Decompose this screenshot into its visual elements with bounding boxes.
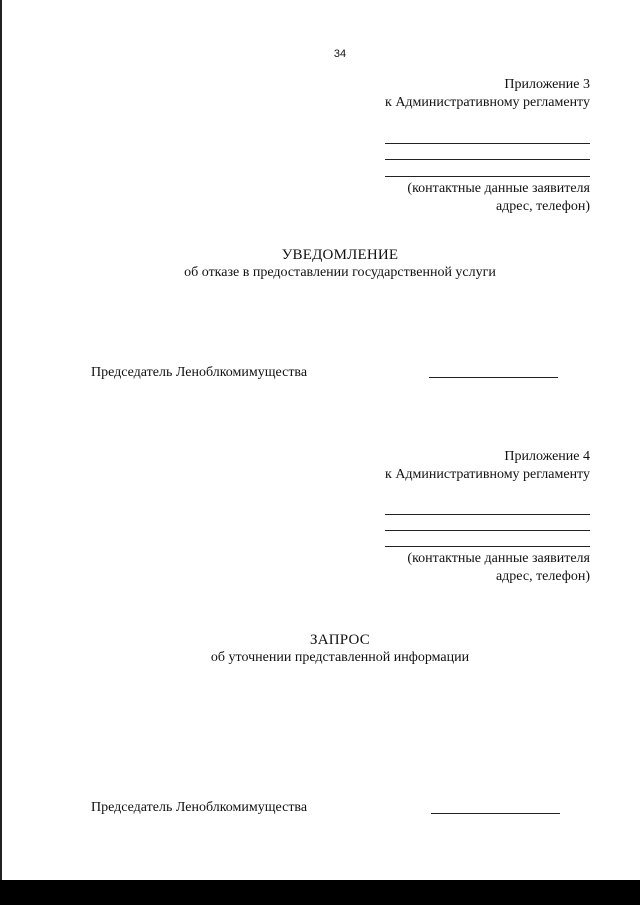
appendix4-heading bbox=[0, 631, 640, 667]
appendix3-header bbox=[385, 76, 590, 112]
appendix3-contact-line-1 bbox=[385, 143, 590, 144]
appendix3-signature-line bbox=[429, 377, 558, 378]
page-number: 34 bbox=[333, 48, 347, 60]
appendix3-contact-line-3 bbox=[385, 176, 590, 177]
appendix3-subtitle: к Административному регламенту bbox=[385, 95, 590, 110]
appendix4-header bbox=[385, 448, 590, 484]
appendix4-contact-line1: (контактные данные заявителя bbox=[407, 551, 590, 566]
appendix4-contact-line-2 bbox=[385, 530, 590, 531]
appendix4-title: ЗАПРОС bbox=[310, 632, 370, 648]
appendix4-subtitle: к Административному регламенту bbox=[385, 467, 590, 482]
appendix4-contact-line-1 bbox=[385, 514, 590, 515]
appendix3-contact-line2: адрес, телефон) bbox=[495, 199, 590, 214]
appendix4-contact-line-3 bbox=[385, 546, 590, 547]
appendix3-contact-caption bbox=[407, 180, 590, 216]
appendix3-contact-line1: (контактные данные заявителя bbox=[407, 181, 590, 196]
appendix4-contact-caption bbox=[407, 550, 590, 586]
appendix4-label: Приложение 4 bbox=[504, 449, 590, 464]
appendix4-signature-line bbox=[431, 813, 560, 814]
appendix3-contact-line-2 bbox=[385, 159, 590, 160]
appendix3-signer: Председатель Леноблкомимущества bbox=[91, 365, 308, 380]
appendix3-title: УВЕДОМЛЕНИЕ bbox=[281, 247, 399, 263]
appendix4-contact-line2: адрес, телефон) bbox=[495, 569, 590, 584]
scan-left-edge bbox=[0, 0, 2, 880]
appendix3-label: Приложение 3 bbox=[504, 77, 590, 92]
scan-bottom-bar bbox=[0, 880, 640, 905]
appendix3-document-subtitle: об отказе в предоставлении государственной услуги bbox=[184, 265, 496, 280]
appendix3-heading bbox=[0, 246, 640, 282]
appendix4-signer: Председатель Леноблкомимущества bbox=[91, 800, 308, 815]
appendix4-document-subtitle: об уточнении представленной информации bbox=[210, 650, 470, 665]
